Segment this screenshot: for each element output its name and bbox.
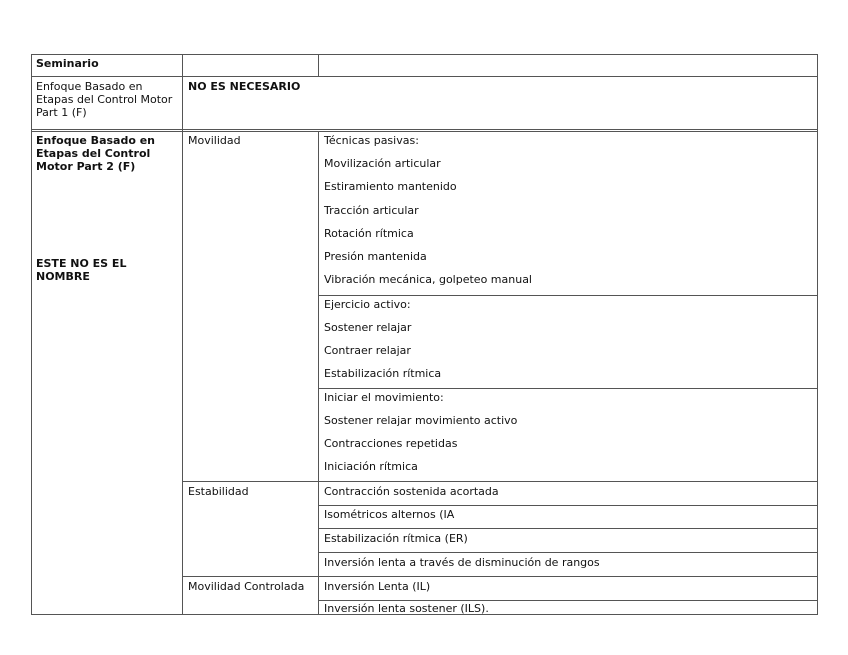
list-item: Contracción sostenida acortada bbox=[324, 485, 499, 498]
list-item: Vibración mecánica, golpeteo manual bbox=[324, 273, 532, 286]
list-item: Estabilización rítmica bbox=[324, 367, 442, 380]
list-item: Isométricos alternos (IA bbox=[324, 508, 455, 521]
category-estabilidad: Estabilidad bbox=[188, 485, 249, 498]
list-item: Estiramiento mantenido bbox=[324, 180, 457, 193]
list-item: Sostener relajar movimiento activo bbox=[324, 414, 518, 427]
part1-value: NO ES NECESARIO bbox=[188, 80, 301, 93]
category-movilidad-controlada: Movilidad Controlada bbox=[188, 580, 305, 593]
list-item: Rotación rítmica bbox=[324, 227, 414, 240]
list-item: Presión mantenida bbox=[324, 250, 427, 263]
list-item: Contracciones repetidas bbox=[324, 437, 458, 450]
list-item: Movilización articular bbox=[324, 157, 441, 170]
part2-title: Enfoque Basado en Etapas del Control Motor Part 2 (F) bbox=[36, 134, 156, 173]
category-movilidad: Movilidad bbox=[188, 134, 241, 147]
list-item: Iniciar el movimiento: bbox=[324, 391, 444, 404]
list-item: Sostener relajar bbox=[324, 321, 412, 334]
list-item: Iniciación rítmica bbox=[324, 460, 418, 473]
list-item: Técnicas pasivas: bbox=[324, 134, 419, 147]
list-item: Tracción articular bbox=[324, 204, 419, 217]
list-item: Contraer relajar bbox=[324, 344, 411, 357]
list-item: Estabilización rítmica (ER) bbox=[324, 532, 468, 545]
part1-title: Enfoque Basado en Etapas del Control Motor Part 1 (F) bbox=[36, 80, 173, 119]
list-item: Inversión lenta sostener (ILS). bbox=[324, 602, 489, 615]
part2-note: ESTE NO ES EL NOMBRE bbox=[36, 257, 127, 283]
list-item: Inversión Lenta (IL) bbox=[324, 580, 431, 593]
seminar-header: Seminario bbox=[36, 57, 99, 70]
list-item: Ejercicio activo: bbox=[324, 298, 411, 311]
list-item: Inversión lenta a través de disminución de rangos bbox=[324, 556, 600, 569]
